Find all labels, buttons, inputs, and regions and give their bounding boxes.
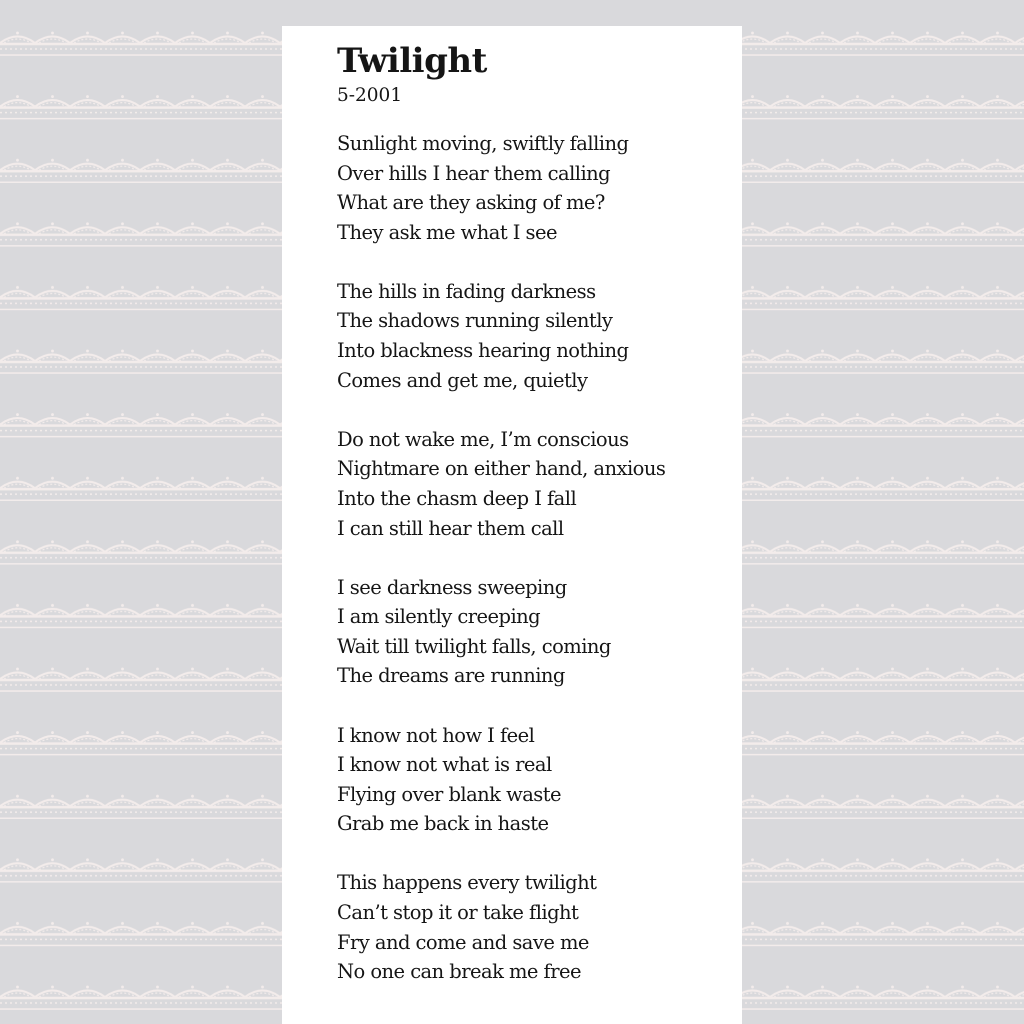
poem-stanza-5 [337,721,742,839]
poem-stanza-6 [337,868,742,986]
poem-date: 5-2001 [337,85,403,106]
poem-line: I know not how I feel [337,723,535,747]
poem-stanza-2 [337,277,742,395]
poem-line: Comes and get me, quietly [337,368,588,392]
poem-line: Sunlight moving, swiftly falling [337,132,629,155]
poem-line: Can’t stop it or take flight [337,900,579,924]
poem-line: Into the chasm deep I fall [337,486,577,510]
poem-line: I am silently creeping [337,605,541,629]
poem-line: The shadows running silently [337,309,613,333]
poem-line: The dreams are running [337,664,565,688]
poem-line: Fry and come and save me [337,930,589,954]
poem-line: No one can break me free [337,960,581,984]
poem-stanza-1 [337,129,742,247]
poem-line: I can still hear them call [337,516,564,540]
poem-line: Wait till twilight falls, coming [337,634,611,658]
poem-line: Do not wake me, I’m conscious [337,427,629,451]
poem-line: Nightmare on either hand, anxious [337,457,666,481]
poem-title: Twilight [337,41,487,81]
poem-line: They ask me what I see [337,220,557,244]
poem-line: Into blackness hearing nothing [337,339,629,363]
poem-line: I know not what is real [337,753,552,777]
poem-stanza-4 [337,573,742,691]
poem-line: Grab me back in haste [337,812,549,836]
poem-line: Over hills I hear them calling [337,161,611,185]
poem-line: Flying over blank waste [337,782,562,806]
poem-line: The hills in fading darkness [337,279,596,303]
poem-line: This happens every twilight [337,871,597,895]
poem-page [282,26,742,1024]
poem-line: I see darkness sweeping [337,575,567,599]
poem-stanza-3 [337,425,742,543]
poem-line: What are they asking of me? [337,191,605,215]
